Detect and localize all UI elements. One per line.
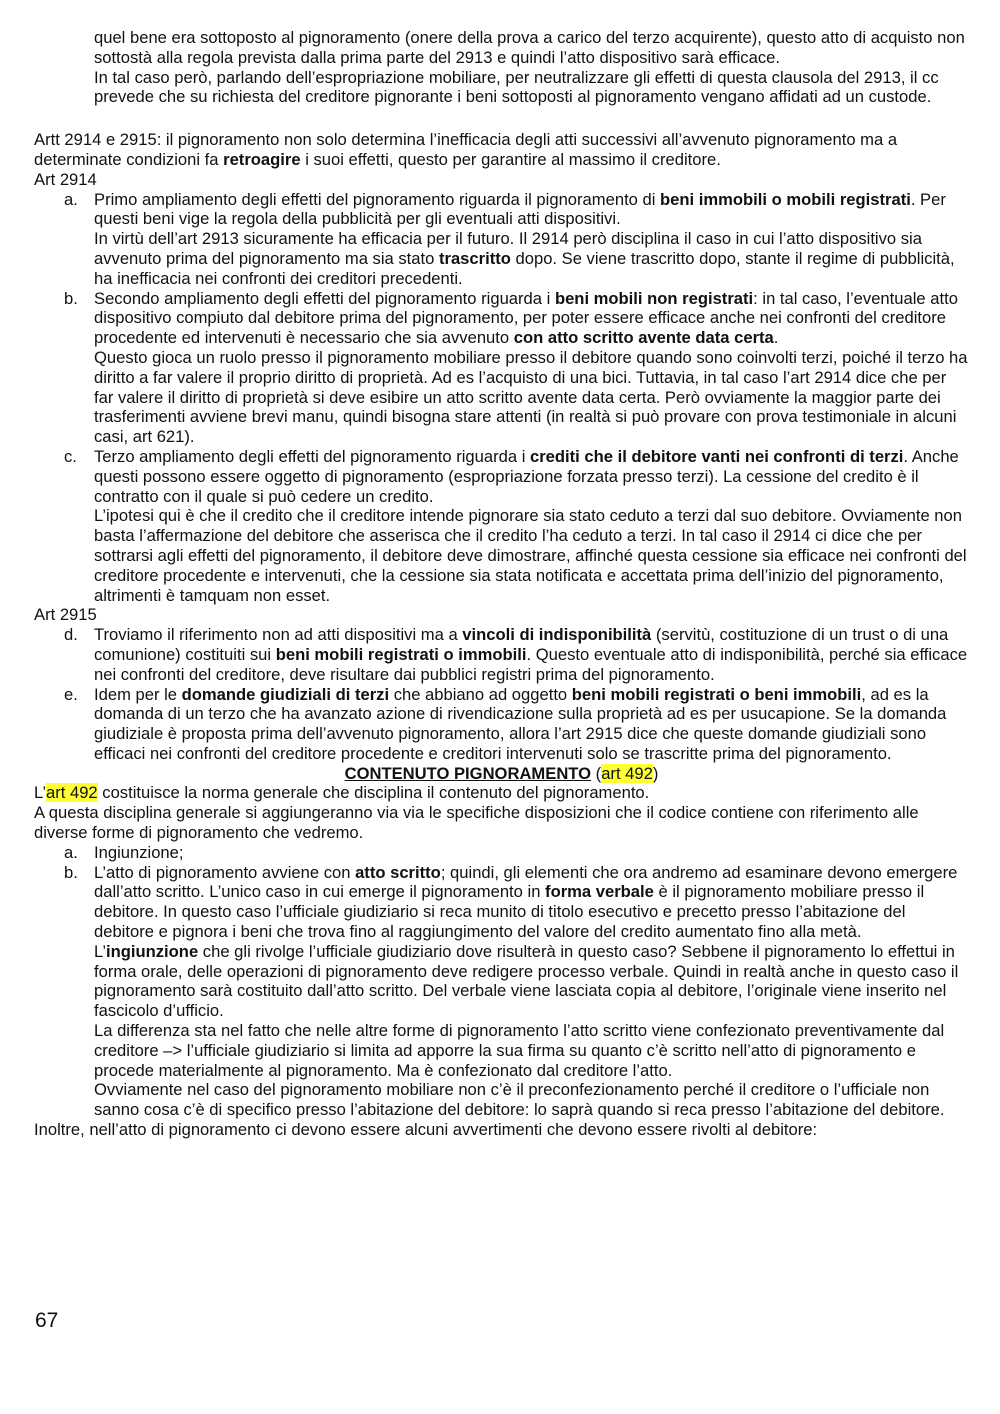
list-item-c: c. Terzo ampliamento degli effetti del pignoramento riguarda i crediti che il debitore vanti nei confronti di terzi. Anche questi possono essere oggetto di pignoramento (espropriazione forzata presso terzi). La cessione del credito è il contratto con il quale si può cedere un credito. L’ipotesi qui è che il credito che il creditore intende pignorare sia stato ceduto a terzi dal suo debitore. Ovviamente non basta l’affermazione del debitore che asserisca che il credito l’ha ceduto a terzi. In tal caso il 2914 ci dice che per sottrarsi agli effetti del pignoramento, il debitore deve dimostrare, affinché questa cessione sia efficace nei confronti del creditore procedente e intervenuti, che la cessione sia stata notificata e accettata prima dell’inizio del pignoramento, altrimenti è tamquam non esset. bbox=[64, 446, 967, 605]
list-marker: b. bbox=[64, 288, 78, 308]
list2-item-b: b. L’atto di pignoramento avviene con atto scritto; quindi, gli elementi che ora andremo ad esaminare devono emergere dall’atto scritto. L’unico caso in cui emerge il pignoramento in forma verbale è il pignoramento mobiliare presso il debitore. In questo caso l’ufficiale giudiziario si reca munito di titolo esecutivo e precetto presso l’abitazione del debitore e pignora i beni che trova fino al raggiungimento del valore del credito aumentato fino alla metà. L’ingiunzione che gli rivolge l’ufficiale giudiziario dove risulterà in questo caso? Sebbene il pignoramento lo effettui in forma orale, delle operazioni di pignoramento deve redigere processo verbale. Quindi in realtà anche in questo caso il pignoramento sarà costituito dall’atto scritto. Del verbale viene lasciata copia al debitore, l’originale viene inserito nel fascicolo d’ufficio. La differenza sta nel fatto che nelle altre forme di pignoramento l’atto scritto viene confezionato preventivamente dal creditore –> l’ufficiale giudiziario si limita ad apporre la sua firma su quanto c’è scritto nell’atto di pignoramento e procede materialmente al pignoramento. Ma è confezionato dal creditore l’atto. Ovviamente nel caso del pignoramento mobiliare non c’è il preconfezionamento perché il creditore o l’ufficiale non sanno cosa c’è di specifico presso l’abitazione del debitore: lo saprà quando si reca presso l’abitazione del debitore. bbox=[64, 862, 959, 1120]
list2-item-a: a. Ingiunzione; bbox=[64, 842, 184, 862]
list-item-b: b. Secondo ampliamento degli effetti del pignoramento riguarda i beni mobili non registrati: in tal caso, l’eventuale atto dispositivo compiuto dal debitore prima del pignoramento, per poter essere efficace anche nei confronti del creditore procedente ed intervenuti è necessario che sia avvenuto con atto scritto avente data certa. Questo gioca un ruolo presso il pignoramento mobiliare presso il debitore quando sono coinvolti terzi, poiché il terzo ha diritto a far valere il proprio diritto di proprietà. Ad es l’acquisto di una bici. Tuttavia, in tal caso l’art 2914 dice che per far valere il diritto di proprietà si deve esibire un atto scritto avente data certa. Però ovviamente la maggior parte dei trasferimenti avviene brevi manu, quindi bisogna stare attenti (in realtà si può provare con prova testimoniale in alcuni casi, art 621). bbox=[64, 288, 968, 447]
highlighted-art-ref: art 492 bbox=[601, 763, 653, 783]
section-title: CONTENUTO PIGNORAMENTO (art 492) bbox=[344, 763, 659, 783]
art-2915-label: Art 2915 bbox=[34, 605, 97, 625]
section-paragraph-1: L’art 492 costituisce la norma generale che disciplina il contenuto del pignoramento. bbox=[34, 783, 650, 803]
page-number: 67 bbox=[35, 1309, 59, 1332]
intro-paragraph-2: In tal caso però, parlando dell’espropriazione mobiliare, per neutralizzare gli effetti di questa clausola del 2913, il cc prevede che su richiesta del creditore pignorante i beni sottoposti al pignoramento vengano affidati ad un custode. bbox=[94, 67, 939, 107]
list-marker: e. bbox=[64, 684, 78, 704]
list-marker: d. bbox=[64, 625, 78, 645]
art-2914-label: Art 2914 bbox=[34, 169, 97, 189]
list-item-d: d. Troviamo il riferimento non ad atti dispositivi ma a vincoli di indisponibilità (servitù, costituzione di un trust o di una comunione) costituiti sui beni mobili registrati o immobili. Questo eventuale atto di indisponibilità, perché sia efficace nei confronti del creditore, deve risultare dai pubblici registri prima del pignoramento. bbox=[64, 625, 968, 684]
artt-2914-2915-paragraph: Artt 2914 e 2915: il pignoramento non solo determina l’inefficacia degli atti successivi all’avvenuto pignoramento ma a determinate condizioni fa retroagire i suoi effetti, questo per garantire al massimo il creditore. bbox=[34, 130, 898, 169]
spacer bbox=[34, 107, 969, 130]
highlighted-art-ref: art 492 bbox=[46, 783, 98, 803]
section-paragraph-2: A questa disciplina generale si aggiungeranno via via le specifiche disposizioni che il codice contiene con riferimento alle diverse forme di pignoramento che vedremo. bbox=[34, 803, 919, 843]
list-item-e: e. Idem per le domande giudiziali di terzi che abbiano ad oggetto beni mobili registrati o beni immobili, ad es la domanda di un terzo che ha avanzato azione di rivendicazione sulla proprietà ad es per usucapione. Se la domanda giudiziale è proposta prima dell’avvenuto pignoramento, allora l’art 2915 dice che queste domande giudiziali sono efficaci nei confronti del creditore procedente e creditori intervenuti solo se trascritte prima del pignoramento. bbox=[64, 684, 947, 763]
list-marker: b. bbox=[64, 862, 78, 882]
list-marker: a. bbox=[64, 189, 78, 209]
closing-paragraph: Inoltre, nell’atto di pignoramento ci devono essere alcuni avvertimenti che devono essere rivolti al debitore: bbox=[34, 1120, 818, 1140]
document-body bbox=[34, 28, 969, 1140]
list-marker: a. bbox=[64, 842, 78, 862]
list-item-a: a. Primo ampliamento degli effetti del pignoramento riguarda il pignoramento di beni immobili o mobili registrati. Per questi beni vige la regola della pubblicità per gli eventuali atti dispositivi. In virtù dell’art 2913 sicuramente ha efficacia per il futuro. Il 2914 però disciplina il caso in cui l’atto dispositivo sia avvenuto prima del pignoramento ma sia stato trascritto dopo. Se viene trascritto dopo, stante il regime di pubblicità, ha inefficacia nei confronti dei creditori precedenti. bbox=[64, 189, 955, 288]
intro-paragraph: quel bene era sottoposto al pignoramento (onere della prova a carico del terzo acquirente), questo atto di acquisto non sottostà alla regola prevista dalla prima parte del 2913 e quindi l’atto dispositivo sarà efficace. bbox=[94, 28, 965, 67]
list-marker: c. bbox=[64, 446, 77, 466]
